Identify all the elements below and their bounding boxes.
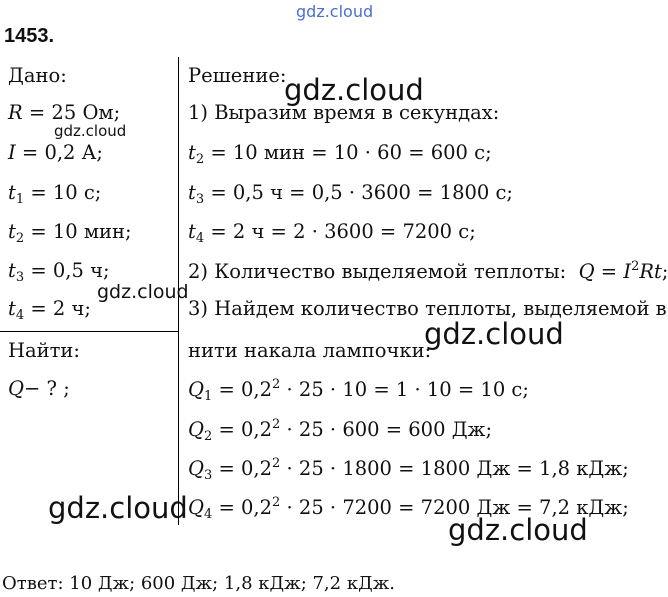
solution-q3: $Q_3 = 0,2^2 \cdot 25 \cdot 1800 = 1800$ Дж = 1,8 кДж;	[188, 456, 629, 483]
given-t2-value: = 10 мин;	[30, 220, 132, 243]
t2-conversion-value: = 10 мин = 10 · 60 = 600 с;	[210, 141, 492, 164]
given-t4-value: = 2 ч;	[30, 297, 91, 320]
sub-q2: 2	[204, 429, 213, 444]
sub-q1: 1	[204, 389, 213, 404]
watermark-2: gdz.cloud	[54, 122, 127, 140]
sub-3-s: 3	[195, 192, 205, 207]
solution-q1: $Q_1 = 0,2^2 \cdot 25 \cdot 10 = 1 \cdot 10 = 10$ с;	[188, 377, 529, 404]
given-label: Дано:	[8, 64, 67, 87]
solution-t2-conversion	[188, 141, 492, 167]
sub-1: 1	[15, 192, 25, 207]
var-t2: t	[8, 220, 16, 243]
q4-value: · 25 · 7200 = 7200 Дж = 7,2 кДж;	[286, 496, 629, 519]
watermark-1: gdz.cloud	[284, 73, 424, 107]
var-t1: t	[8, 181, 16, 204]
solution-q2: $Q_2 = 0,2^2 \cdot 25 \cdot 600 = 600$ Дж;	[188, 417, 493, 444]
var-t3-s: t	[188, 181, 196, 204]
sub-4: 4	[15, 308, 25, 323]
given-i	[8, 141, 103, 164]
formula-rt: Rt	[639, 260, 662, 283]
watermark-5: gdz.cloud	[48, 491, 188, 525]
var-i: I	[8, 141, 16, 164]
given-t4	[8, 297, 91, 323]
given-t1	[8, 181, 101, 207]
var-t3: t	[8, 259, 16, 282]
given-r-value: = 25 Ом;	[28, 101, 121, 124]
watermark-4: gdz.cloud	[424, 317, 564, 351]
problem-number	[4, 24, 54, 48]
var-q1: Q	[188, 378, 204, 401]
sub-2-s: 2	[195, 152, 205, 167]
horizontal-divider	[0, 331, 178, 332]
formula-sup-2: 2	[631, 259, 640, 274]
watermark-3: gdz.cloud	[97, 281, 189, 303]
given-r	[8, 101, 120, 124]
solution-label: Решение:	[188, 64, 287, 87]
sup-q1: 2	[272, 377, 281, 392]
t3-conversion-value: = 0,5 ч = 0,5 · 3600 = 1800 с;	[210, 181, 513, 204]
solution-q4: $Q_4 = 0,2^2 \cdot 25 \cdot 7200 = 7200$ Дж = 7,2 кДж;	[188, 495, 629, 522]
var-r: R	[8, 101, 23, 124]
sub-4-s: 4	[195, 231, 205, 246]
sup-q4: 2	[272, 495, 281, 510]
q2-value: · 25 · 600 = 600 Дж;	[286, 418, 493, 441]
given-i-value: = 0,2 А;	[21, 141, 103, 164]
var-q4: Q	[188, 496, 204, 519]
solution-step2: 2) Количество выделяемой теплоты: $Q = I^2Rt$;	[188, 259, 668, 283]
find-q-value: − ? ;	[24, 377, 70, 400]
q1-value: · 25 · 10 = 1 · 10 = 10 с;	[286, 378, 529, 401]
var-t4: t	[8, 297, 16, 320]
given-t1-value: = 10 с;	[30, 181, 102, 204]
solution-step1: 1) Выразим время в секундах:	[188, 101, 500, 124]
var-q2: Q	[188, 418, 204, 441]
var-q: Q	[8, 377, 24, 400]
var-t4-s: t	[188, 220, 196, 243]
watermark-top: gdz.cloud	[296, 2, 374, 21]
sup-q3: 2	[272, 456, 281, 471]
solution-step3-line1: 3) Найдем количество теплоты, выделяемой в	[188, 297, 667, 320]
t4-conversion-value: = 2 ч = 2 · 3600 = 7200 с;	[210, 220, 476, 243]
find-q	[8, 377, 70, 400]
formula-i: I	[623, 260, 632, 283]
sub-3: 3	[15, 270, 25, 285]
step2-text: 2) Количество выделяемой теплоты:	[188, 260, 567, 283]
problem-number-value: 1453	[4, 25, 49, 47]
given-t2	[8, 220, 132, 246]
var-q3: Q	[188, 457, 204, 480]
problem-number-dot: .	[48, 25, 55, 47]
given-t3	[8, 259, 110, 285]
sub-q4: 4	[204, 507, 213, 522]
given-t3-value: = 0,5 ч;	[30, 259, 110, 282]
find-label: Найти:	[8, 339, 80, 362]
sub-2: 2	[15, 231, 25, 246]
solution-t3-conversion	[188, 181, 513, 207]
solution-step3-line2: нити накала лампочки:	[188, 339, 432, 362]
q3-value: · 25 · 1800 = 1800 Дж = 1,8 кДж;	[286, 457, 629, 480]
sub-q3: 3	[204, 468, 213, 483]
answer-line: Ответ: 10 Дж; 600 Дж; 1,8 кДж; 7,2 кДж.	[2, 573, 395, 594]
solution-t4-conversion	[188, 220, 476, 246]
var-t2-s: t	[188, 141, 196, 164]
watermark-6: gdz.cloud	[448, 513, 588, 547]
sup-q2: 2	[272, 417, 281, 432]
formula-q: Q	[578, 260, 595, 283]
